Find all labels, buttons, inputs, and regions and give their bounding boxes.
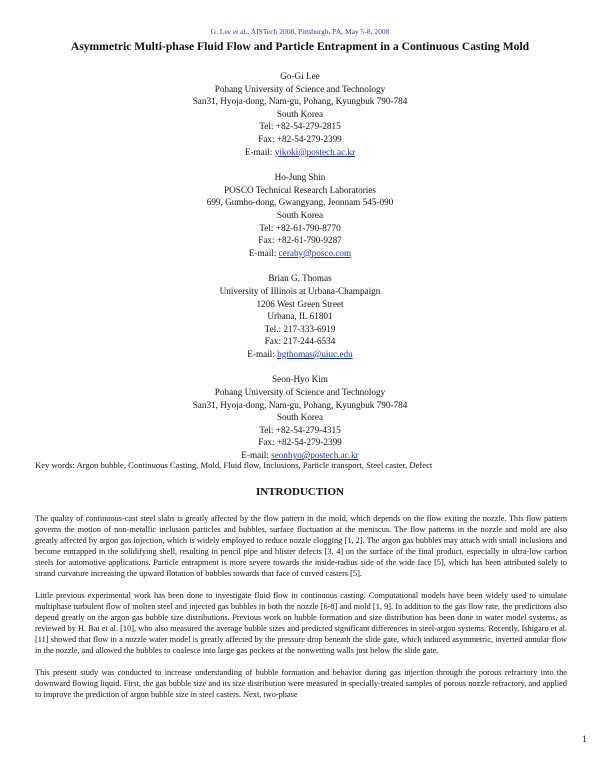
running-header: G. Lee et al., AISTech 2008, Pittsburgh, PA, May 5-8, 2008 — [210, 27, 390, 36]
paper-title: Asymmetric Multi-phase Fluid Flow and Particle Entrapment in a Continuous Casting Mold — [70, 40, 530, 53]
paragraph: Little previous experimental work has been done to investigate fluid flow in continuous casting. Computational models have been widely used to simulate multiphase turbulent flow of molten steel and injected gas bubbles in both the nozzle [6-8] and mold [1, 9]. In addition to the gas flow rate, the predictions also depend greatly on the argon gas bubble size distributions. Previous work on bubble formation and size distribution has been done in water model systems, as reviewed by H. Bai et al. [10], who also measured the average bubble sizes and predicted significant differences in steel-argon systems. Recently, Ishigaro et al. [11] showed that flow in a nozzle water model is greatly affected by the pressure drop beneath the slide gate, which induced asymmetric, inverted annular flow in the nozzle, and allowed the bubbles to coalesce into large gas pockets at the nonwetting walls just below the slide gate. — [35, 591, 567, 655]
keywords: Key words: Argon bubble, Continuous Casting, Mold, Fluid flow, Inclusions, Particle transport, Steel caster, Defect — [35, 460, 433, 470]
author-country: South Korea — [276, 412, 324, 423]
author-email-line — [0, 146, 600, 159]
author-fax: Fax: +82-54-279-2399 — [258, 437, 342, 448]
author-fax: Fax: 217-244-6534 — [264, 336, 336, 347]
section-heading: INTRODUCTION — [255, 486, 344, 498]
page-number: 1 — [582, 734, 587, 744]
author-entry — [0, 70, 600, 158]
author-name: Ho-Jung Shin — [274, 172, 326, 183]
author-address: San31, Hyoja-dong, Nam-gu, Pohang, Kyungbuk 790-784 — [192, 96, 408, 107]
author-address: San31, Hyoja-dong, Nam-gu, Pohang, Kyungbuk 790-784 — [192, 399, 408, 410]
author-tel: Tel: +82-54-279-2815 — [259, 121, 341, 132]
author-address: 699, Gumho-dong, Gwangyang, Jeonnam 545-090 — [206, 197, 394, 208]
author-fax: Fax: +82-54-279-2399 — [258, 133, 342, 144]
author-address: 1206 West Green Street — [256, 298, 344, 309]
email-label: E-mail: — [247, 348, 278, 359]
author-affiliation: Pohang University of Science and Technology — [214, 387, 386, 398]
author-email-link[interactable]: seonhyo@postech.ac.kr — [271, 450, 359, 461]
author-country: South Korea — [276, 108, 324, 119]
author-email-link[interactable]: bgthomas@uiuc.edu — [277, 348, 353, 359]
author-tel: Tel.: 217-333-6919 — [264, 323, 336, 334]
email-label: E-mail: — [248, 247, 279, 258]
author-affiliation: Pohang University of Science and Technology — [214, 83, 386, 94]
body-text — [35, 513, 567, 711]
author-affiliation: University of Illinois at Urbana-Champaign — [219, 285, 381, 296]
author-name: Go-Gi Lee — [280, 71, 320, 81]
author-name: Brian G. Thomas — [268, 273, 332, 284]
author-block — [0, 70, 600, 475]
author-affiliation: POSCO Technical Research Laboratories — [223, 184, 376, 195]
author-email-link[interactable]: yikoki@postech.ac.kr — [274, 146, 356, 157]
author-email-line — [0, 247, 600, 260]
author-name: Seon-Hyo Kim — [272, 374, 328, 385]
author-email-line — [0, 348, 600, 361]
author-tel: Tel: +82-54-279-4315 — [259, 424, 341, 435]
author-email-link[interactable]: ceraby@posco.com — [278, 247, 352, 258]
paragraph: The quality of continuous-cast steel slabs is greatly affected by the flow pattern in the mold, which depends on the flow exiting the nozzle. This flow pattern governs the motion of non-metallic inclusion particles and bubbles, surface fluctuation at the meniscus. The flow patterns in the nozzle and mold are also greatly affected by argon gas injection, which is widely employed to reduce nozzle clogging [1, 2]. The argon gas bubbles may attach with small inclusions and become entrapped in the solidifying shell, resulting in pencil pipe and blister defects [3, 4] on the surface of the final product, especially in ultra-low carbon steels for automotive applications. Particle entrapment is more severe towards the inside-radius side of the wide face [5], which has been attributed solely to strand curvature increasing the upward flotation of bubbles towards that face of curved casters [5]. — [35, 514, 567, 578]
author-tel: Tel: +82-61-790-8770 — [259, 222, 341, 233]
author-city: Urbana, IL 61801 — [267, 311, 333, 322]
email-label: E-mail: — [244, 146, 275, 157]
email-label: E-mail: — [241, 450, 272, 461]
author-entry — [0, 171, 600, 259]
author-fax: Fax: +82-61-790-9287 — [258, 235, 342, 246]
paragraph: This present study was conducted to increase understanding of bubble formation and behavior during gas injection through the porous refractory into the downward flowing liquid. First, the gas bubble size and its size distribution were measured in specially-treated samples of porous nozzle refractory, and applied to improve the prediction of argon bubble size in steel casters. Next, two-phase — [35, 668, 567, 699]
author-country: South Korea — [276, 209, 324, 220]
author-entry — [0, 373, 600, 461]
author-entry — [0, 272, 600, 360]
